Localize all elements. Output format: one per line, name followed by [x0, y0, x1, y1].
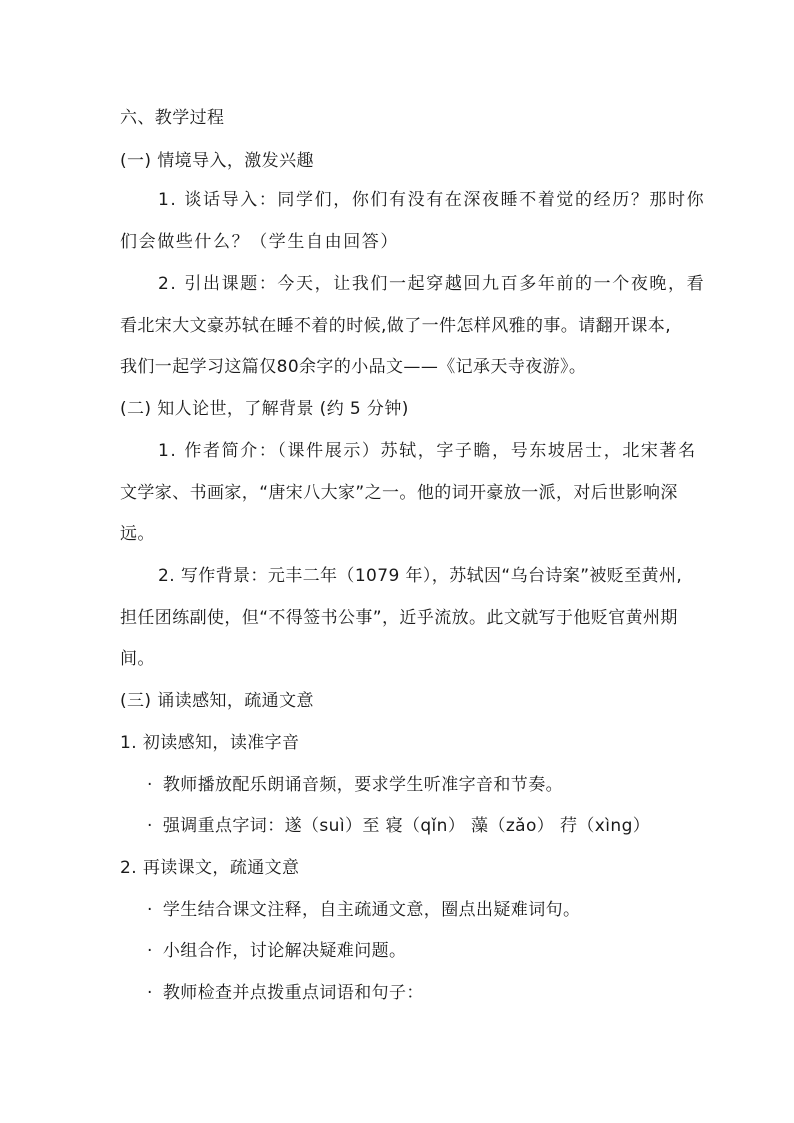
paragraph-line: 文学家、书画家，“唐宋八大家”之一。他的词开豪放一派，对后世影响深 — [120, 483, 678, 503]
paragraph-line: 担任团练副使，但“不得签书公事”，近乎流放。此文就写于他贬官黄州期 — [120, 608, 678, 628]
bullet-item — [147, 898, 580, 922]
subsection-heading: (三) 诵读感知，疏通文意 — [120, 691, 314, 711]
bullet-item — [147, 814, 650, 838]
bullet-dot: · — [147, 816, 153, 836]
bullet-item — [147, 981, 424, 1005]
bullet-text: 教师检查并点拨重点词语和句子： — [162, 983, 424, 1003]
paragraph-line: 1. 谈话导入：同学们，你们有没有在深夜睡不着觉的经历？那时你 — [158, 190, 706, 210]
bullet-text: 强调重点字词：遂（suì）至 寝（qǐn） 藻（zǎo） 荇（xìng） — [162, 816, 651, 836]
paragraph-line: 1. 作者简介：（课件展示）苏轼，字子瞻，号东坡居士，北宋著名 — [158, 441, 697, 461]
paragraph-line: 看北宋大文豪苏轼在睡不着的时候,做了一件怎样风雅的事。请翻开课本, — [120, 316, 672, 336]
bullet-dot: · — [147, 900, 153, 920]
section-heading: 六、教学过程 — [120, 108, 225, 128]
bullet-dot: · — [147, 983, 153, 1003]
numbered-heading: 1. 初读感知，读准字音 — [120, 733, 300, 753]
bullet-text: 小组合作，讨论解决疑难问题。 — [162, 941, 407, 961]
bullet-dot: · — [147, 941, 153, 961]
paragraph-line: 2. 引出课题：今天，让我们一起穿越回九百多年前的一个夜晚，看 — [158, 274, 706, 294]
paragraph-line: 间。 — [120, 649, 155, 669]
bullet-text: 学生结合课文注释，自主疏通文意，圈点出疑难词句。 — [162, 900, 581, 920]
bullet-text: 教师播放配乐朗诵音频，要求学生听准字音和节奏。 — [162, 775, 564, 795]
bullet-item — [147, 939, 406, 963]
subsection-heading: (二) 知人论世，了解背景 (约 5 分钟) — [120, 399, 409, 419]
numbered-heading: 2. 再读课文，疏通文意 — [120, 858, 300, 878]
bullet-dot: · — [147, 775, 153, 795]
bullet-item — [147, 773, 563, 797]
paragraph-line: 我们一起学习这篇仅80余字的小品文——《记承天寺夜游》。 — [120, 357, 587, 377]
paragraph-line: 2. 写作背景：元丰二年（1079 年），苏轼因“乌台诗案”被贬至黄州, — [158, 566, 683, 586]
paragraph-line: 远。 — [120, 524, 155, 544]
subsection-heading: (一) 情境导入，激发兴趣 — [120, 151, 314, 171]
paragraph-line: 们会做些什么？（学生自由回答） — [120, 232, 399, 252]
